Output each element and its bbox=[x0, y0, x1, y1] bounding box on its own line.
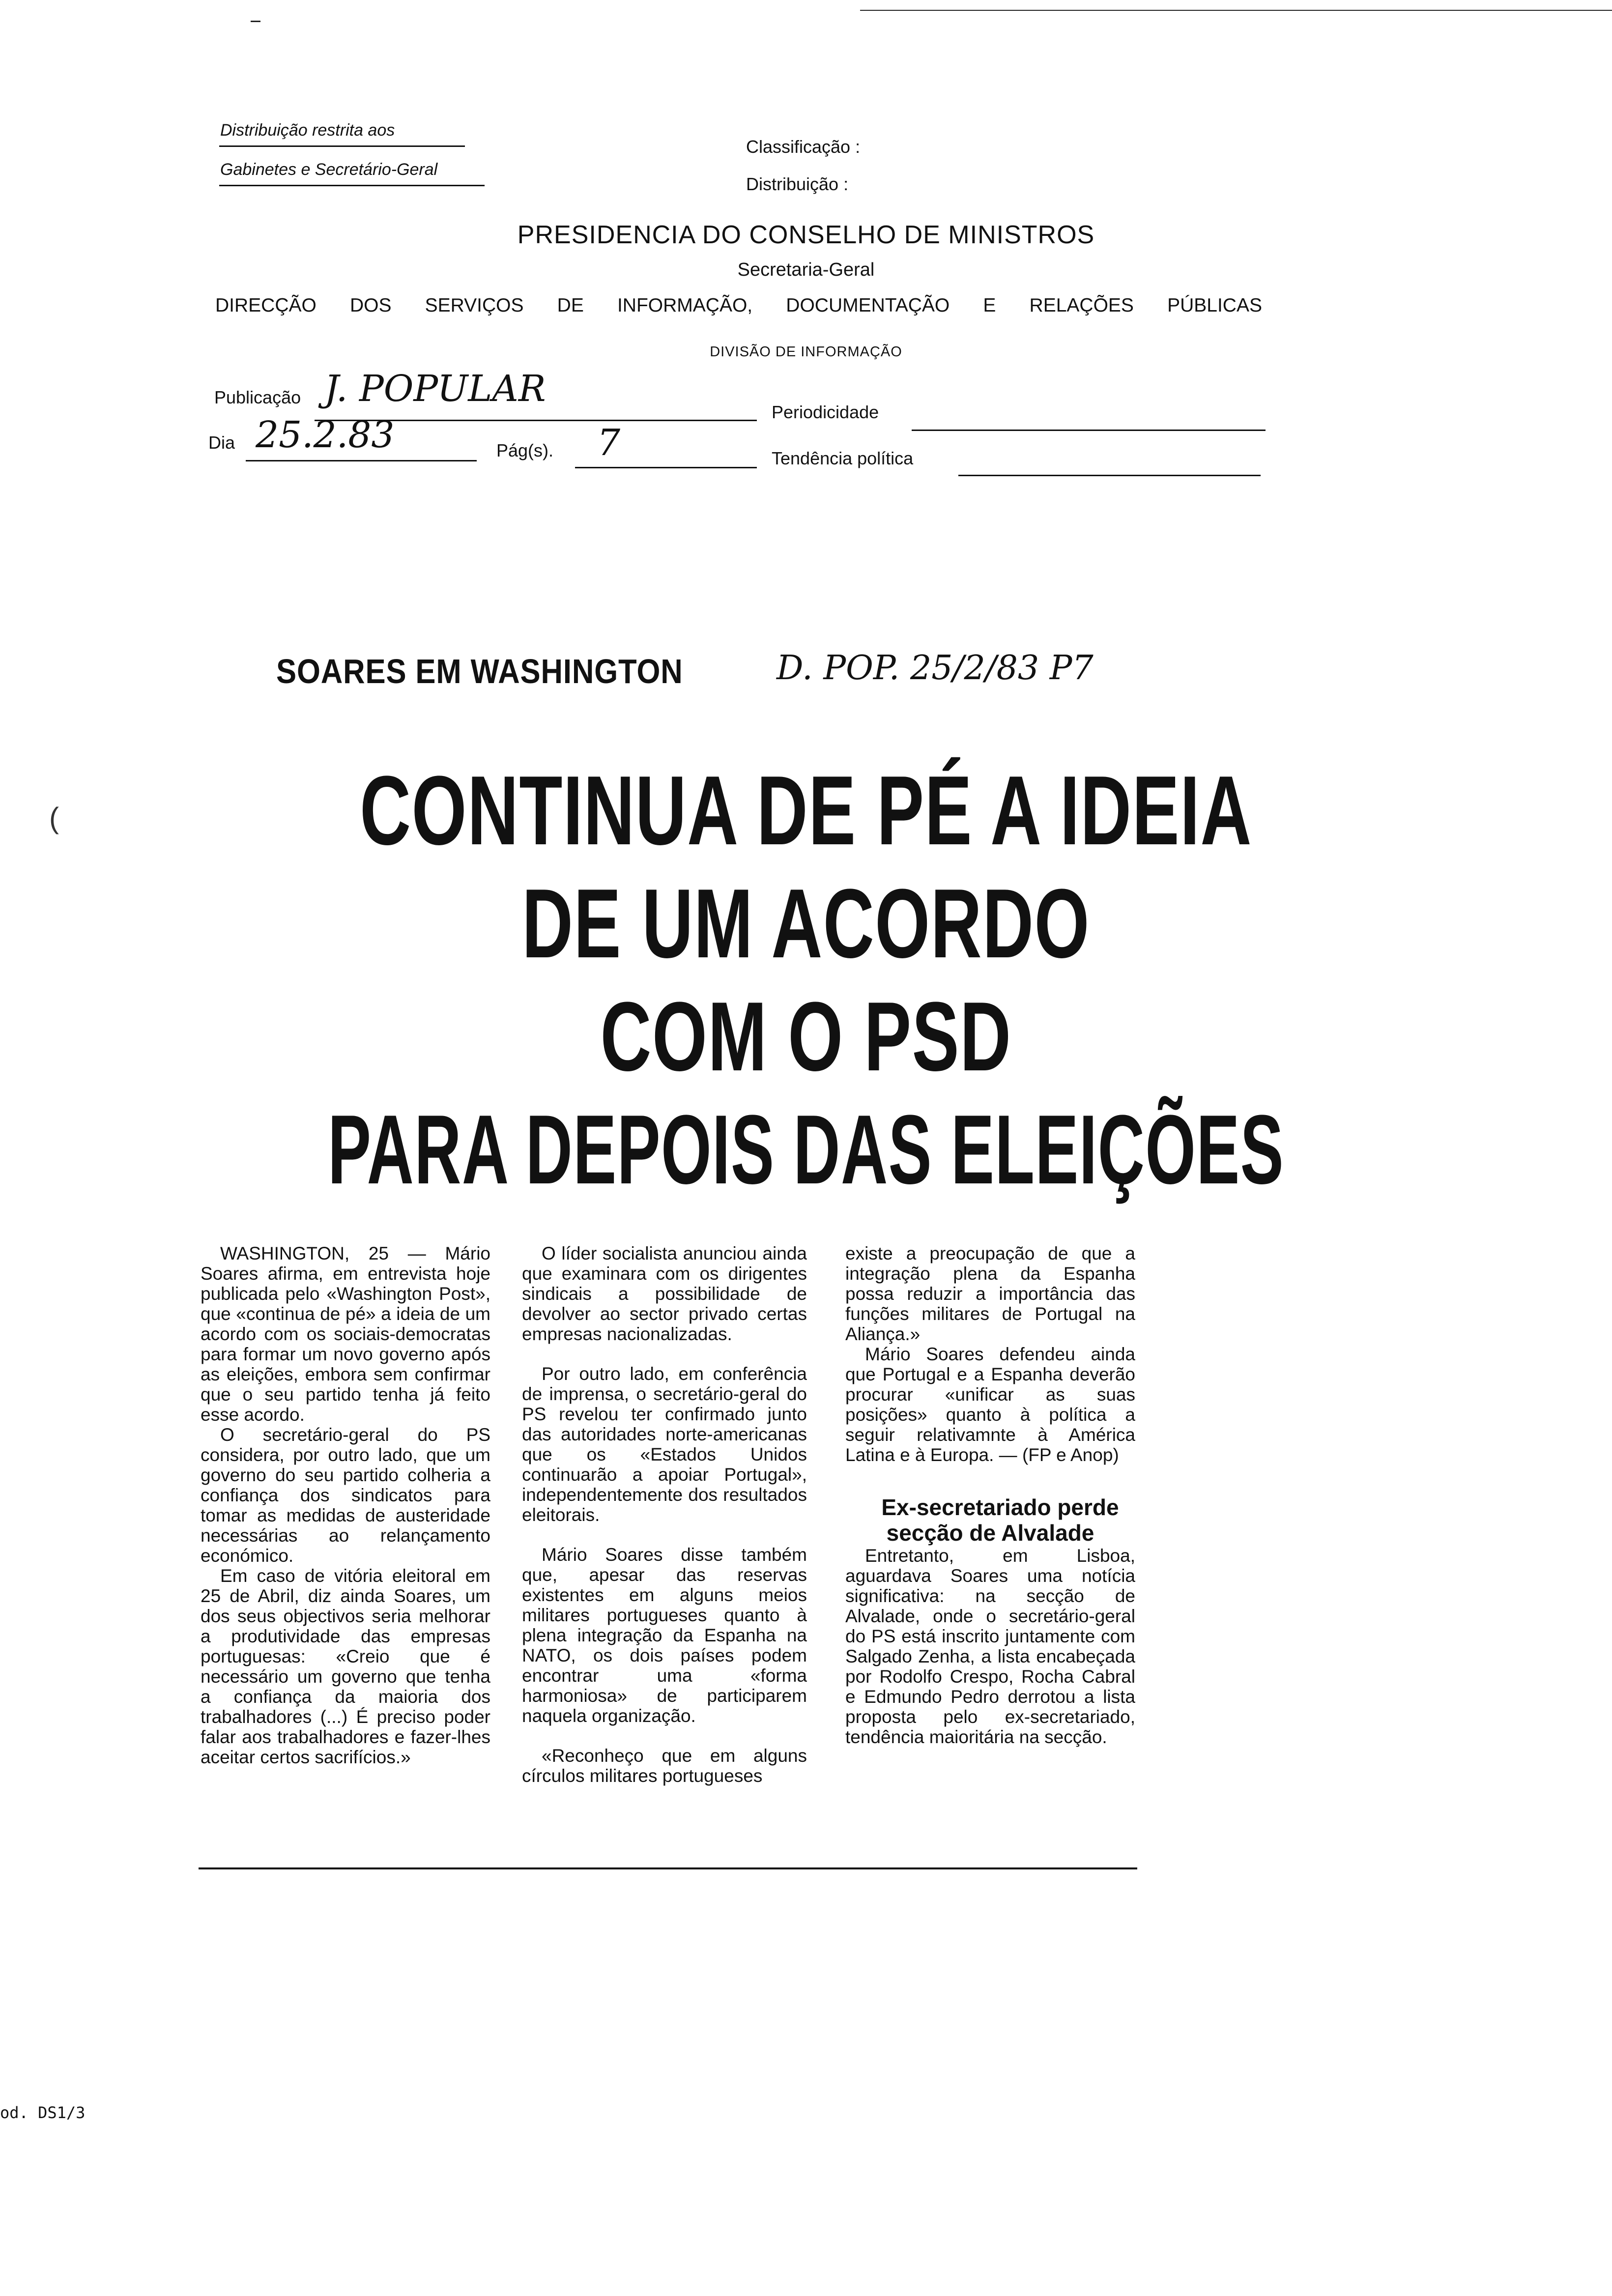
top-rule bbox=[860, 10, 1612, 11]
restricted-underline-1 bbox=[219, 145, 465, 147]
col3-paragraph-2: Mário Soares defendeu ainda que Portugal e a Espanha deverão procurar «unificar as suas posições» quanto à política a seguir relativamnte à América Latina e à Europa. — (FP e Anop) bbox=[845, 1344, 1135, 1465]
col2-paragraph-1: O líder socialista anunciou ainda que examinara com os dirigentes sindicais a possibilidade de devolver ao sector privado certas empresas nacionalizadas. bbox=[522, 1243, 807, 1344]
headline-line-4: PARA DEPOIS DAS ELEIÇÕES bbox=[327, 1095, 1285, 1205]
pags-value: 7 bbox=[597, 422, 621, 464]
scan-mark-left: ( bbox=[49, 802, 59, 834]
tendencia-label: Tendência política bbox=[772, 448, 914, 468]
restricted-underline-2 bbox=[219, 185, 485, 186]
col1-paragraph-2: O secretário-geral do PS considera, por outro lado, que um governo do seu partido colheria a confiança dos sindicatos para tomar as medidas de austeridade necessárias ao relançamento económico. bbox=[201, 1425, 490, 1566]
col3-paragraph-1: existe a preocupação de que a integração plena da Espanha possa reduzir a importância das funções militares de Portugal na Aliança.» bbox=[845, 1243, 1135, 1344]
classificacao-label: Classificação : bbox=[746, 137, 861, 157]
clipping-annotation: D. POP. 25/2/83 P7 bbox=[777, 649, 1094, 688]
headline-line-1: CONTINUA DE PÉ A IDEIA bbox=[360, 756, 1252, 865]
top-dash bbox=[251, 21, 260, 22]
publicacao-value: J. POPULAR bbox=[324, 368, 546, 410]
tendencia-line bbox=[958, 475, 1261, 476]
clipping-kicker: SOARES EM WASHINGTON bbox=[276, 652, 683, 690]
form-code: od. DS1/3 bbox=[0, 2103, 86, 2122]
col3b-paragraph-1: Entretanto, em Lisboa, aguardava Soares uma notícia significativa: na secção de Alvalade, onde o secretário-geral do PS está inscrito juntamente com Salgado Zenha, a lista encabeçada por Rodolfo Crespo, Rocha Cabral e Edmundo Pedro derrotou a lista proposta pelo ex-secretariado, tendência maioritária na secção. bbox=[845, 1546, 1135, 1747]
publicacao-label: Publicação bbox=[214, 387, 301, 407]
periodicidade-line bbox=[912, 430, 1266, 431]
periodicidade-label: Periodicidade bbox=[772, 402, 879, 422]
col1-paragraph-1: WASHINGTON, 25 — Mário Soares afirma, em entrevista hoje publicada pelo «Washington Post», que «continua de pé» a ideia de um acordo com os sociais-democratas para formar um novo governo após as eleições, embora sem confirmar que o seu partido tenha já feito esse acordo. bbox=[201, 1243, 490, 1425]
col2-paragraph-2: Por outro lado, em conferência de imprensa, o secretário-geral do PS revelou ter confirmado junto das autoridades norte-americanas que os «Estados Unidos continuarão a apoiar Portugal», independentemente dos resultados eleitorais. bbox=[522, 1364, 807, 1525]
article-bottom-rule bbox=[199, 1867, 1137, 1869]
restricted-line-1: Distribuição restrita aos bbox=[220, 121, 395, 140]
article-column-2 bbox=[522, 1243, 807, 1786]
pags-label: Pág(s). bbox=[496, 440, 554, 460]
dia-line bbox=[246, 460, 477, 461]
headline-line-3: COM O PSD bbox=[600, 982, 1012, 1091]
headline-line-2: DE UM ACORDO bbox=[522, 869, 1090, 978]
dia-label: Dia bbox=[208, 432, 235, 453]
pags-line bbox=[575, 467, 757, 468]
division-title: DIVISÃO DE INFORMAÇÃO bbox=[710, 344, 902, 360]
col1-paragraph-3: Em caso de vitória eleitoral em 25 de Abril, diz ainda Soares, um dos seus objectivos seria melhorar a produtividade das empresas portuguesas: «Creio que é necessário um governo que tenha a confiança da maioria dos trabalhadores (...) É preciso poder falar aos trabalhadores e fazer-lhes aceitar certos sacrifícios.» bbox=[201, 1566, 490, 1767]
article-column-1 bbox=[201, 1243, 490, 1767]
article-column-3 bbox=[845, 1243, 1135, 1747]
col2-paragraph-4: «Reconheço que em alguns círculos militares portugueses bbox=[522, 1746, 807, 1786]
distribuicao-label: Distribuição : bbox=[746, 174, 849, 194]
article-subheading: Ex-secretariado perde secção de Alvalade bbox=[881, 1494, 1119, 1546]
col2-paragraph-3: Mário Soares disse também que, apesar das reservas existentes em alguns meios militares portugueses quanto à plena integração da Espanha na NATO, os dois países podem encontrar uma «forma harmoniosa» de participarem naquela organização. bbox=[522, 1545, 807, 1726]
dia-value: 25.2.83 bbox=[256, 414, 395, 456]
secretariat-title: Secretaria-Geral bbox=[737, 259, 875, 280]
presidency-title: PRESIDENCIA DO CONSELHO DE MINISTROS bbox=[517, 221, 1095, 249]
restricted-line-2: Gabinetes e Secretário-Geral bbox=[220, 160, 438, 179]
direction-title: DIRECÇÃO DOS SERVIÇOS DE INFORMAÇÃO, DOCUMENTAÇÃO E RELAÇÕES PÚBLICAS bbox=[215, 295, 1262, 316]
